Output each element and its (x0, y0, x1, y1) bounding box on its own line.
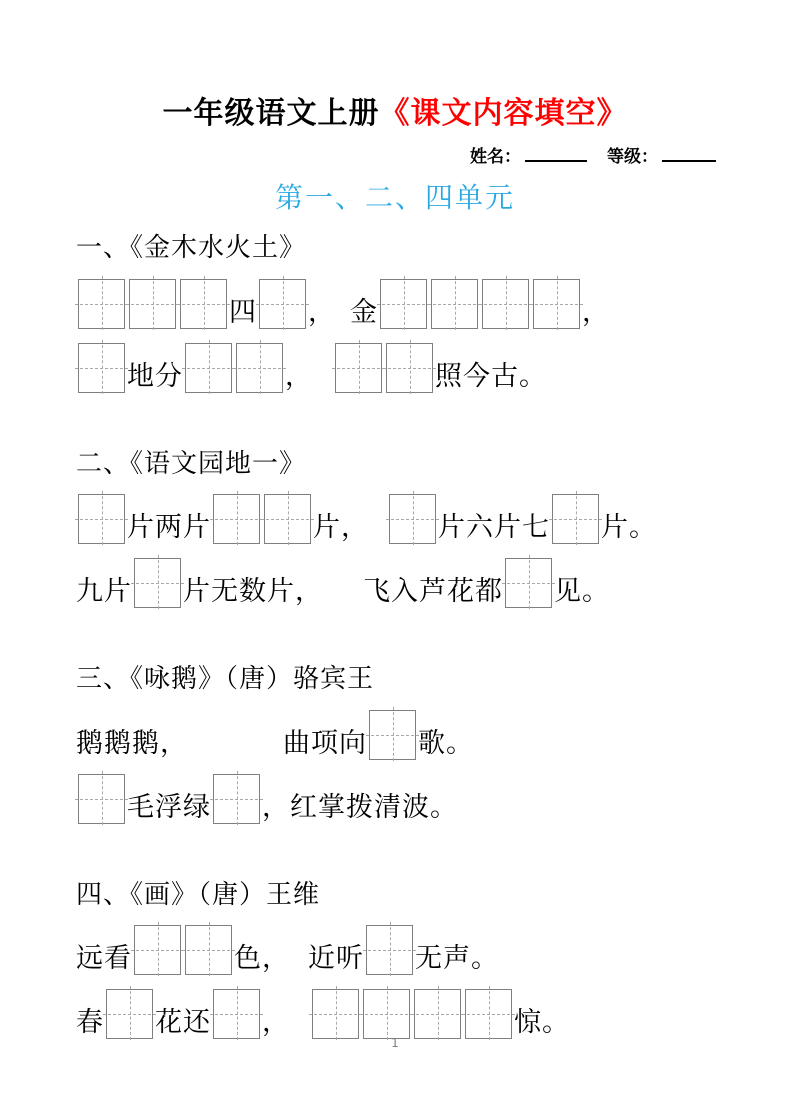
tianzige-box (482, 279, 529, 329)
answer-box-group (134, 558, 181, 608)
line-text: 色， (234, 943, 290, 974)
answer-box-group (369, 710, 416, 760)
name-blank-field (525, 148, 587, 162)
answer-box-group (78, 774, 125, 824)
answer-box-group (380, 279, 580, 329)
answer-box-group (185, 343, 283, 393)
section-1 (76, 232, 750, 393)
line-text: 片。 (601, 512, 657, 543)
line-text: ，红掌拨清波。 (262, 791, 458, 823)
section-heading: 一、《金木水火土》 (76, 233, 307, 263)
tianzige-box (312, 989, 359, 1039)
tianzige-box (134, 558, 181, 608)
section-heading: 四、《画》（唐）王维 (76, 879, 321, 910)
tianzige-box (259, 279, 306, 329)
tianzige-box (264, 494, 311, 544)
tianzige-box (134, 925, 181, 975)
answer-box-group (78, 279, 227, 329)
tianzige-box (78, 279, 125, 329)
line-text: 飞入芦花都 (363, 576, 503, 607)
tianzige-box (213, 774, 260, 824)
tianzige-box (236, 343, 283, 393)
fill-in-line (76, 924, 750, 975)
line-text: 九片 (76, 576, 132, 607)
line-text: 毛浮绿 (127, 791, 211, 823)
page-title (0, 0, 790, 132)
line-text: 远看 (76, 943, 132, 974)
tianzige-box (363, 989, 410, 1039)
answer-box-group (78, 494, 125, 544)
answer-box-group (213, 494, 311, 544)
section-3 (76, 663, 750, 824)
tianzige-box (185, 925, 232, 975)
tianzige-box (185, 343, 232, 393)
fill-in-line (76, 493, 750, 544)
line-text: ， (285, 360, 313, 392)
answer-box-group (213, 989, 260, 1039)
line-text: 近听 (308, 943, 364, 974)
tianzige-box (78, 494, 125, 544)
fill-in-line (76, 557, 750, 608)
spacer (336, 328, 350, 329)
line-text: 曲项向 (283, 727, 367, 759)
fill-in-line (76, 988, 750, 1039)
answer-box-group (312, 989, 512, 1039)
line-text: 片六片七 (438, 512, 550, 543)
line-text: 鹅鹅鹅， (76, 727, 188, 759)
section-2 (76, 448, 750, 609)
fill-in-line (76, 342, 750, 393)
line-text: 片无数片， (183, 576, 323, 607)
tianzige-box (505, 558, 552, 608)
answer-box-group (106, 989, 153, 1039)
answer-box-group (259, 279, 306, 329)
fill-in-line (76, 709, 750, 760)
line-text: 金 (350, 296, 378, 328)
line-text: 歌。 (418, 727, 474, 759)
line-text: 春 (76, 1007, 104, 1038)
spacer (313, 392, 333, 393)
name-grade-line (0, 142, 790, 167)
section-4 (76, 879, 750, 1040)
answer-box-group (213, 774, 260, 824)
line-text: 见。 (554, 576, 610, 607)
tianzige-box (414, 989, 461, 1039)
tianzige-box (386, 343, 433, 393)
line-text: ， (582, 296, 610, 328)
name-label: 姓名： (470, 147, 521, 167)
fill-in-line (76, 773, 750, 824)
sections (0, 232, 790, 1039)
answer-box-group (335, 343, 433, 393)
tianzige-box (389, 494, 436, 544)
page-title-red: 《课文内容填空》 (379, 96, 628, 131)
line-text: ， (308, 296, 336, 328)
spacer (290, 974, 308, 975)
answer-box-group (366, 925, 413, 975)
line-text: 照今古。 (435, 360, 547, 392)
tianzige-box (106, 989, 153, 1039)
line-text: 无声。 (415, 943, 499, 974)
tianzige-box (380, 279, 427, 329)
answer-box-group (389, 494, 436, 544)
tianzige-box (78, 774, 125, 824)
tianzige-box (465, 989, 512, 1039)
tianzige-box (552, 494, 599, 544)
tianzige-box (78, 343, 125, 393)
answer-box-group (505, 558, 552, 608)
tianzige-box (335, 343, 382, 393)
tianzige-box (129, 279, 176, 329)
line-text: ， (262, 1007, 290, 1038)
spacer (369, 543, 387, 544)
tianzige-box (180, 279, 227, 329)
answer-box-group (134, 925, 232, 975)
tianzige-box (431, 279, 478, 329)
unit-heading: 第一、二、四单元 (274, 181, 515, 214)
fill-in-line (76, 278, 750, 329)
line-text: 惊。 (514, 1007, 570, 1038)
section-heading: 二、《语文园地一》 (76, 448, 307, 479)
line-text: 片两片 (127, 512, 211, 543)
line-text: 地分 (127, 360, 183, 392)
spacer (188, 759, 283, 760)
grade-label: 等级： (607, 147, 658, 167)
tianzige-box (213, 989, 260, 1039)
page-title-black: 一年级语文上册 (162, 96, 380, 131)
tianzige-box (369, 710, 416, 760)
tianzige-box (366, 925, 413, 975)
line-text: 片， (313, 512, 369, 543)
spacer (323, 607, 363, 608)
answer-box-group (552, 494, 599, 544)
line-text: 四 (229, 296, 257, 328)
grade-blank-field (662, 148, 716, 162)
page-number: 1 (391, 1036, 399, 1050)
tianzige-box (533, 279, 580, 329)
section-heading: 三、《咏鹅》（唐）骆宾王 (76, 664, 375, 694)
tianzige-box (213, 494, 260, 544)
line-text: 花还 (155, 1007, 211, 1038)
answer-box-group (78, 343, 125, 393)
